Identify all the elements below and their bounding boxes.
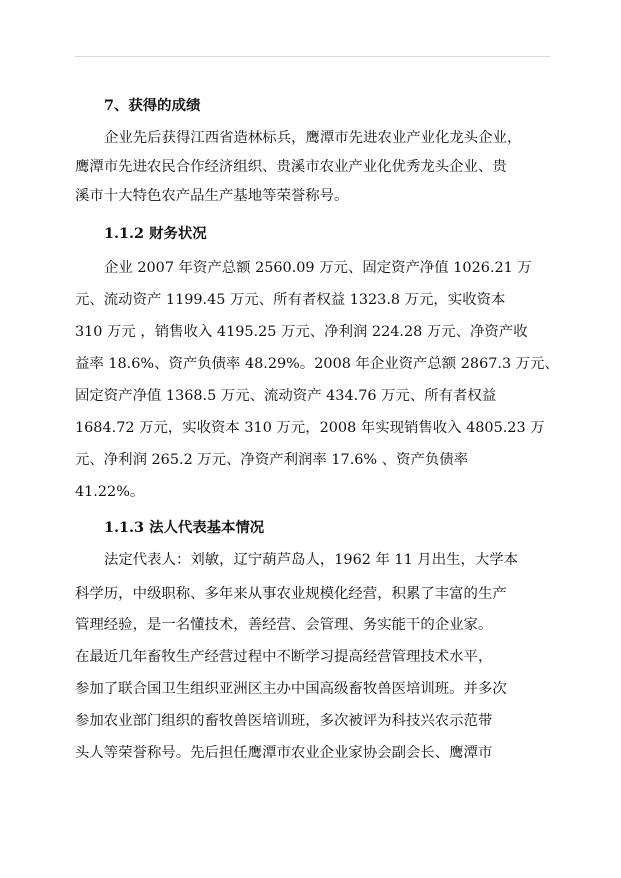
- section-112-line-3: 310 万元 ，销售收入 4195.25 万元、净利润 224.28 万元、净资产收: [75, 324, 528, 340]
- header-rule: [75, 56, 550, 57]
- section-112-line-4: 益率 18.6%、资产负债率 48.29%。2008 年企业资产总额 2867.3 万元、: [75, 356, 559, 372]
- section-7-line-1: 企业先后获得江西省造林标兵，鹰潭市先进农业产业化龙头企业，: [104, 130, 522, 146]
- section-113-line-6: 参加农业部门组织的畜牧兽医培训班，多次被评为科技兴农示范带: [75, 713, 493, 729]
- section-112-line-5: 固定资产净值 1368.5 万元、流动资产 434.76 万元、所有者权益: [75, 388, 497, 404]
- section-7-line-2: 鹰潭市先进农民合作经济组织、贵溪市农业产业化优秀龙头企业、贵: [75, 159, 507, 175]
- section-7-line-3: 溪市十大特色农产品生产基地等荣誉称号。: [75, 188, 349, 204]
- section-113-line-2: 科学历，中级职称、多年来从事农业规模化经营，积累了丰富的生产: [75, 586, 507, 602]
- section-112-heading: 1.1.2 财务状况: [104, 225, 207, 242]
- section-113-line-7: 头人等荣誉称号。先后担任鹰潭市农业企业家协会副会长、鹰潭市: [75, 745, 493, 761]
- section-113-line-5: 参加了联合国卫生组织亚洲区主办中国高级畜牧兽医培训班。并多次: [75, 681, 507, 697]
- section-112-line-6: 1684.72 万元，实收资本 310 万元，2008 年实现销售收入 4805.23 万: [75, 420, 545, 436]
- section-112-line-1: 企业 2007 年资产总额 2560.09 万元、固定资产净值 1026.21 万: [104, 260, 532, 276]
- section-7-heading: 7、获得的成绩: [104, 97, 201, 114]
- section-112-line-7: 元、净利润 265.2 万元、净资产利润率 17.6% 、资产负债率: [75, 452, 469, 468]
- section-113-line-4: 在最近几年畜牧生产经营过程中不断学习提高经营管理技术水平，: [75, 649, 493, 665]
- section-113-line-3: 管理经验，是一名懂技术，善经营、会管理、务实能干的企业家。: [75, 617, 493, 633]
- section-113-heading: 1.1.3 法人代表基本情况: [104, 519, 265, 536]
- section-112-line-8: 41.22%。: [75, 484, 145, 500]
- section-113-line-1: 法定代表人：刘敏，辽宁葫芦岛人，1962 年 11 月出生，大学本: [104, 552, 519, 568]
- section-112-line-2: 元、流动资产 1199.45 万元、所有者权益 1323.8 万元，实收资本: [75, 292, 506, 308]
